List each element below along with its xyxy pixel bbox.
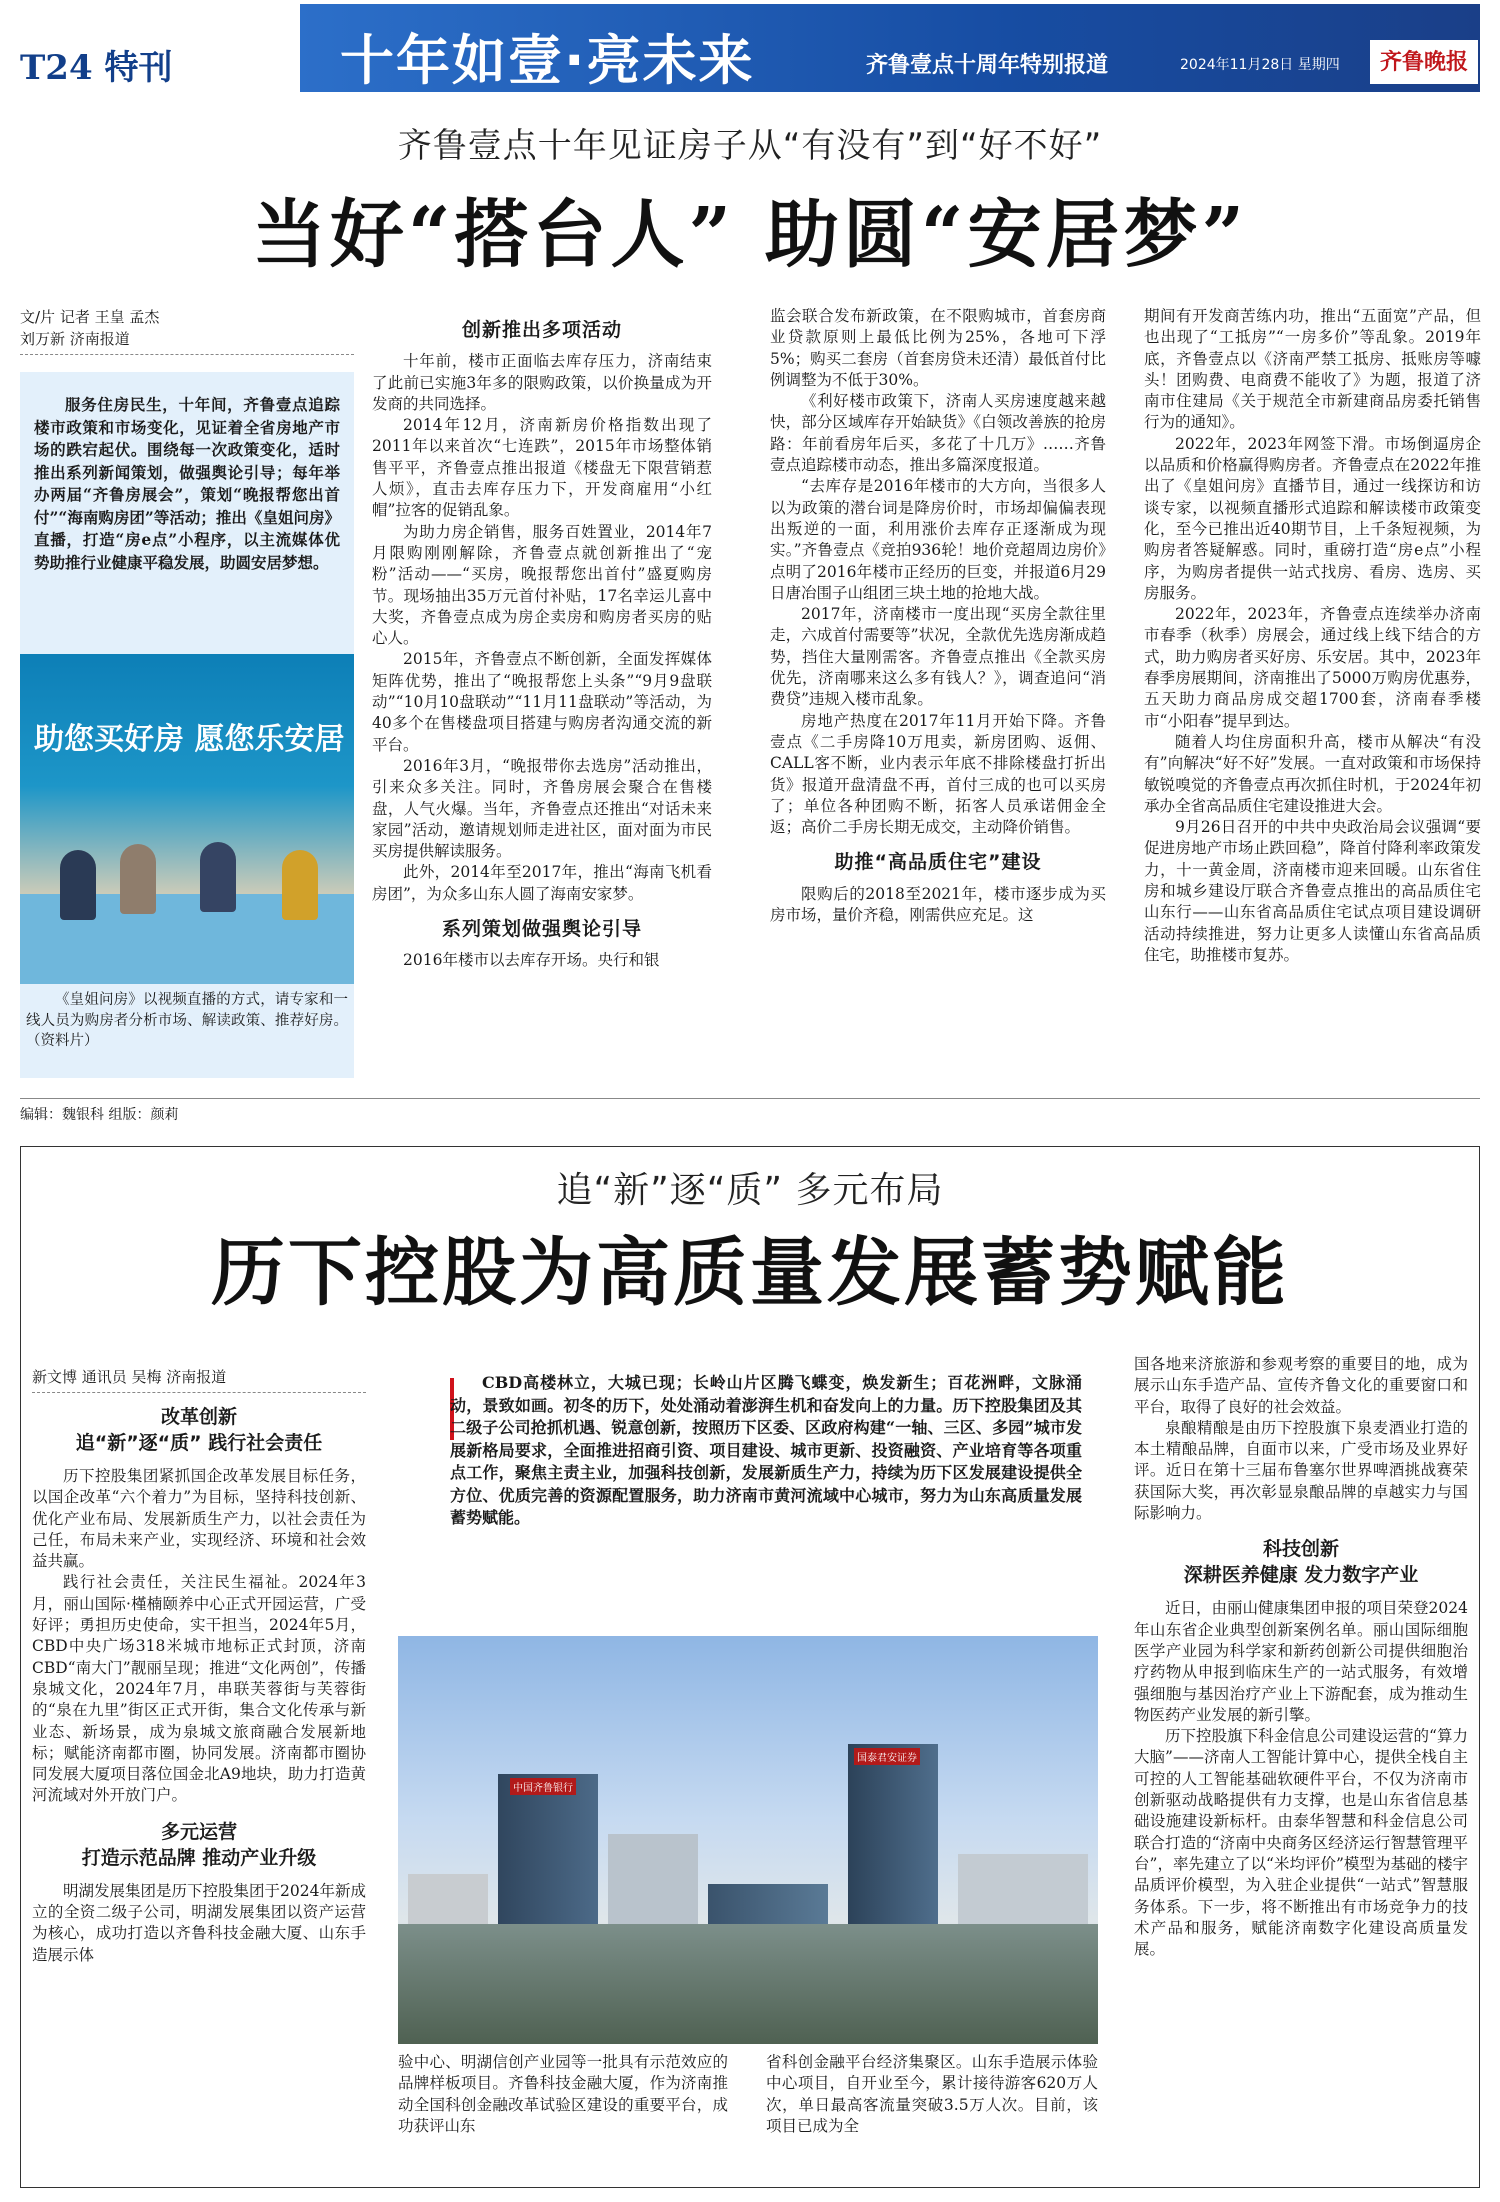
- photo-person: [282, 850, 318, 920]
- page-number: T24 特刊: [20, 48, 173, 88]
- paragraph: 2022年，2023年网签下滑。市场倒逼房企以品质和价格赢得购房者。齐鲁壹点在2022年推出了《皇姐问房》直播节目，通过一线探访和访谈专家，以视频直播形式追踪和解读楼市政策变化，至今已推出近40期节目，上千条短视频，为购房者答疑解惑。同时，重磅打造“房e点”小程序，为购房者提供一站式找房、看房、选房、买房服务。: [1144, 434, 1481, 602]
- article2-bottom-column-2: [766, 2052, 1098, 2137]
- paragraph: 9月26日召开的中共中央政治局会议强调“要促进房地产市场止跌回稳”，降首付降利率政策发力，十一黄金周，济南楼市迎来回暖。山东省住房和城乡建设厅联合齐鲁壹点推出的高品质住宅山东行——山东省高品质住宅试点项目建设调研活动持续推进，努力让更多人读懂山东省高品质住宅，助推楼市复苏。: [1144, 818, 1481, 964]
- sidebar-intro-text: 服务住房民生，十年间，齐鲁壹点追踪楼市政策和市场变化，见证着全省房地产市场的跌宕起伏。围绕每一次政策变化，适时推出系列新闻策划，做强舆论引导；每年举办两届“齐鲁房展会”，策划“晚报帮您出首付”“海南购房团”等活动；推出《皇姐问房》直播，打造“房e点”小程序，以主流媒体优势助推行业健康平稳发展，助圆安居梦想。: [34, 395, 340, 572]
- paragraph: 验中心、明湖信创产业园等一批具有示范效应的品牌样板项目。齐鲁科技金融大厦，作为济南推动全国科创金融改革试验区建设的重要平台，成功获评山东: [398, 2053, 728, 2135]
- subheading: 改革创新 追“新”逐“质” 践行社会责任: [75, 1406, 323, 1454]
- paragraph: 为助力房企销售，服务百姓置业，2014年7月限购刚刚解除，齐鲁壹点就创新推出了“宠粉”活动——“买房，晚报帮您出首付”盛夏购房节。现场抽出35万元首付补贴，17名幸运儿喜中大奖，齐鲁壹点成为房企卖房和购房者买房的贴心人。: [372, 522, 712, 648]
- paragraph: 房地产热度在2017年11月开始下降。齐鲁壹点《二手房降10万甩卖，新房团购、返佣、CALL客不断，业内表示年底不排除楼盘打折出货》报道开盘清盘不再，首付三成的也可以买房了；单位各种团购不断，拓客人员承诺佣金全返；高价二手房长期无成交，主动降价销售。: [770, 711, 1106, 837]
- subheading: 助推“高品质住宅”建设: [834, 851, 1042, 874]
- issue-date: 2024年11月28日 星期四: [1180, 57, 1340, 73]
- banner-subtitle: 齐鲁壹点十周年特别报道: [866, 53, 1109, 78]
- paragraph: 十年前，楼市正面临去库存压力，济南结束了此前已实施3年多的限购政策，以价换量成为开发商的共同选择。: [372, 352, 712, 413]
- paragraph: 国各地来济旅游和参观考察的重要目的地，成为展示山东手造产品、宣传齐鲁文化的重要窗口和平台，取得了良好的社会效益。: [1134, 1355, 1468, 1416]
- photo-sign: 中国齐鲁银行: [510, 1778, 576, 1795]
- paragraph: 历下控股旗下科金信息公司建设运营的“算力大脑”——济南人工智能计算中心，提供全栈自主可控的人工智能基础软硬件平台，不仅为济南市创新驱动战略提供有力支撑，也是山东省信息基础设施建设新标杆。由泰华智慧和科金信息公司联合打造的“济南中央商务区经济运行智慧管理平台”，率先建立了以“米均评价”模型为基础的楼宇品质评价模型，为入驻企业提供“一站式”智慧服务体系。下一步，将不断推出有市场竞争力的技术产品和服务，赋能济南数字化建设高质量发展。: [1134, 1727, 1468, 1959]
- subheading: 科技创新 深耕医养健康 发力数字产业: [1183, 1538, 1419, 1587]
- paragraph: “去库存是2016年楼市的大方向，当很多人以为政策的潜台词是降房价时，市场却偏偏表现出叛逆的一面，利用涨价去库存正逐渐成为现实。”齐鲁壹点《竞拍936轮！地价竞超周边房价》点明了2016年楼市正经历的巨变，并报道6月29日唐冶围子山组团三块土地的抢地大战。: [770, 477, 1106, 602]
- paragraph: 近日，由丽山健康集团申报的项目荣登2024年山东省企业典型创新案例名单。丽山国际细胞医学产业园为科学家和新药创新公司提供细胞治疗药物从申报到临床生产的一站式服务，有效增强细胞与基因治疗产业上下游配套，成为推动生物医药产业发展的新引擎。: [1134, 1599, 1468, 1724]
- article1-column-2: [372, 306, 712, 972]
- photo-person: [60, 850, 96, 920]
- article2-byline: 新文博 通讯员 吴梅 济南报道: [32, 1366, 366, 1393]
- studio-photo: [20, 654, 354, 984]
- article2-bottom-column-1: [398, 2052, 728, 2137]
- paragraph: 监会联合发布新政策，在不限购城市，首套房商业贷款原则上最低比例为25%，各地可下浮5%；购买二套房（首套房贷未还清）最低首付比例调整为不低于30%。: [770, 307, 1106, 389]
- photo-person: [200, 842, 236, 912]
- paragraph: 2022年，2023年，齐鲁壹点连续举办济南市春季（秋季）房展会，通过线上线下结合的方式，助力购房者买好房、乐安居。其中，2023年春季房展期间，济南推出了5000万购房优惠券，五天助力商品房成交超1700套，济南春季楼市“小阳春”提早到达。: [1144, 605, 1481, 730]
- article1-kicker: 齐鲁壹点十年见证房子从“有没有”到“好不好”: [397, 126, 1103, 166]
- article1-column-3: [770, 306, 1106, 926]
- buildings-photo: [398, 1636, 1098, 2044]
- paragraph: 明湖发展集团是历下控股集团于2024年新成立的全资二级子公司，明湖发展集团以资产运营为核心，成功打造以齐鲁科技金融大厦、山东手造展示体: [32, 1881, 366, 1964]
- article1-column-4: [1144, 306, 1481, 966]
- article1-byline: 文/片 记者 王皇 孟杰 刘万新 济南报道: [20, 306, 354, 355]
- subheading: 多元运营 打造示范品牌 推动产业升级: [81, 1820, 317, 1869]
- newspaper-logo: 齐鲁晚报: [1370, 40, 1478, 84]
- photo-sign: 国泰君安证券: [854, 1748, 920, 1765]
- paragraph: 此外，2014年至2017年，推出“海南飞机看房团”，为众多山东人圆了海南安家梦。: [372, 863, 712, 903]
- paragraph: 2017年，济南楼市一度出现“买房全款往里走，六成首付需要等”状况，全款优先选房渐成趋势，挡住大量刚需客。齐鲁壹点推出《全款买房优先，济南哪来这么多有钱人？》，调查追问“消费贷”违规入楼市乱象。: [770, 605, 1106, 709]
- paragraph: 2016年3月，“晚报带你去选房”活动推出，引来众多关注。同时，齐鲁房展会聚合在售楼盘，人气火爆。当年，齐鲁壹点还推出“对话未来家园”活动，邀请规划师走进社区，面对面为市民买房提供解读服务。: [372, 756, 712, 861]
- article2-kicker: 追“新”逐“质” 多元布局: [556, 1170, 944, 1211]
- photo-caption: 《皇姐问房》以视频直播的方式，请专家和一线人员为购房者分析市场、解读政策、推荐好房。（资料片）: [26, 992, 348, 1049]
- paragraph: 泉酿精酿是由历下控股旗下泉麦酒业打造的本土精酿品牌，自面市以来，广受市场及业界好评。近日在第十三届布鲁塞尔世界啤酒挑战赛荣获国际大奖，再次彰显泉酿品牌的卓越实力与国际影响力。: [1134, 1418, 1468, 1523]
- paragraph: 省科创金融平台经济集聚区。山东手造展示体验中心项目，自开业至今，累计接待游客620万人次，单日最高客流量突破3.5万人次。目前，该项目已成为全: [766, 2053, 1098, 2135]
- paragraph: 限购后的2018至2021年，楼市逐步成为买房市场，量价齐稳，刚需供应充足。这: [770, 884, 1106, 925]
- subheading: 创新推出多项活动: [461, 319, 622, 341]
- photo-person: [120, 844, 156, 914]
- article2-right-column: [1134, 1354, 1468, 1960]
- paragraph: 2016年楼市以去库存开场。央行和银: [403, 951, 660, 970]
- banner-title: 十年如壹·亮未来: [340, 29, 755, 92]
- article2-left-column: [32, 1392, 366, 1966]
- paragraph: 2015年，齐鲁壹点不断创新，全面发挥媒体矩阵优势，推出了“晚报帮您上头条”“9月9盘联动”“10月10盘联动”“11月11盘联动”等活动，为40多个在售楼盘项目搭建与购房者沟通交流的新平台。: [372, 650, 712, 754]
- paragraph: 2014年12月，济南新房价格指数出现了2011年以来首次“七连跌”，2015年市场整体销售平平，齐鲁壹点推出报道《楼盘无下限营销惹人烦》，直击去库存压力下，开发商雇用“小红帽”拉客的促销乱象。: [372, 416, 712, 520]
- paragraph: 期间有开发商苦练内功，推出“五面宽”产品，但也出现了“工抵房”“一房多价”等乱象。2019年底，齐鲁壹点以《济南严禁工抵房、抵账房等噱头！团购费、电商费不能收了》为题，报道了济南市住建局《关于规范全市新建商品房委托销售行为的通知》。: [1144, 307, 1481, 432]
- photo-ground: [398, 1924, 1098, 2044]
- paragraph: 随着人均住房面积升高，楼市从解决“有没有”向解决“好不好”发展。一直对政策和市场保持敏锐嗅觉的齐鲁壹点再次抓住时机，于2024年初承办全省高品质住宅建设推进大会。: [1144, 732, 1481, 815]
- paragraph: 历下控股集团紧抓国企改革发展目标任务，以国企改革“六个着力”为目标，坚持科技创新、优化产业布局、发展新质生产力，以社会责任为己任，布局未来产业，实现经济、环境和社会效益共赢。: [32, 1467, 366, 1571]
- photo-overlay-text: 助您买好房 愿您乐安居: [34, 722, 345, 757]
- article1-headline: 当好“搭台人” 助圆“安居梦”: [251, 192, 1249, 278]
- article2-headline: 历下控股为高质量发展蓄势赋能: [211, 1230, 1289, 1316]
- paragraph: 《利好楼市政策下，济南人买房速度越来越快，部分区域库存开始缺货》《白领改善族的抢房路：年前看房年后买，多花了十几万》……齐鲁壹点追踪楼市动态，推出多篇深度报道。: [770, 392, 1106, 475]
- editors-credit: 编辑：魏银科 组版：颜莉: [20, 1107, 179, 1123]
- subheading: 系列策划做强舆论引导: [441, 918, 642, 941]
- article2-lead: CBD高楼林立，大城已现；长岭山片区腾飞蝶变，焕发新生；百花洲畔，文脉涌动，景致如画。初冬的历下，处处涌动着澎湃生机和奋发向上的力量。历下控股集团及其二级子公司抢抓机遇、锐意创新，按照历下区委、区政府构建“一轴、三区、多园”城市发展新格局要求，全面推进招商引资、项目建设、城市更新、投资融资、产业培育等各项重点工作，聚焦主责主业，加强科技创新，发展新质生产力，持续为历下区发展建设提供全方位、优质完善的资源配置服务，助力济南市黄河流域中心城市，努力为山东高质量发展蓄势赋能。: [450, 1373, 1082, 1527]
- paragraph: 践行社会责任，关注民生福祉。2024年3月，丽山国际·槿楠颐养中心正式开园运营，广受好评；勇担历史使命，实干担当，2024年5月，CBD中央广场318米城市地标正式封顶，济南CBD“南大门”靓丽呈现；推进“文化两创”，传播泉城文化，2024年7月，串联芙蓉街与芙蓉街的“泉在九里”街区正式开街，集合文化传承与新业态、新场景，成为泉城文旅商融合发展新地标；赋能济南都市圈，协同发展。济南都市圈协同发展大厦项目落位国金北A9地块，助力打造黄河流域对外开放门户。: [32, 1573, 366, 1805]
- divider: [20, 1098, 1480, 1099]
